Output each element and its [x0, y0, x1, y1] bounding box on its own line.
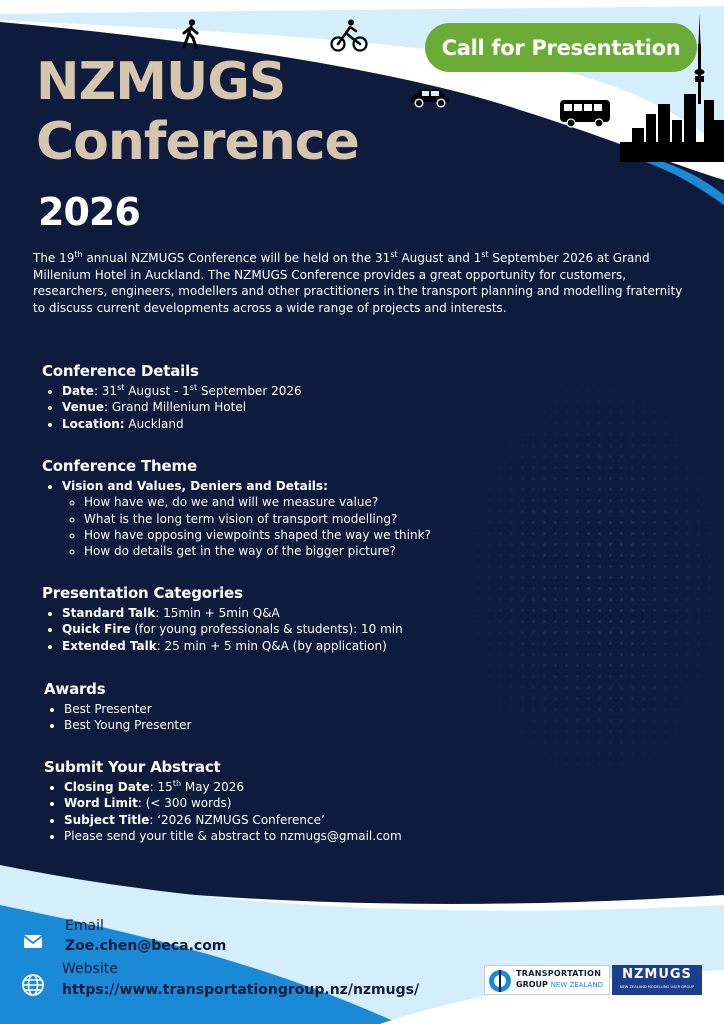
awards-section: [44, 680, 191, 734]
title-year: 2026: [38, 190, 140, 234]
detail-date: [62, 383, 302, 399]
email-label: Email: [65, 918, 104, 934]
category-standard: [62, 605, 403, 621]
email-icon-circle: [15, 924, 51, 960]
theme-main-label: Vision and Values, Deniers and Details:: [62, 479, 328, 493]
detail-label: Date: [62, 384, 94, 398]
awards-heading: Awards: [44, 680, 106, 698]
award-item: • Best Presenter: [64, 701, 191, 717]
category-extended: [62, 638, 403, 654]
intro-paragraph: [33, 250, 693, 316]
intro-sup: th: [74, 250, 83, 259]
category-label: Extended Talk: [62, 638, 157, 653]
submit-value: : (< 300 words): [137, 796, 232, 811]
pedestrian-icon: [181, 19, 201, 49]
submit-abstract-list: [44, 779, 402, 844]
presentation-categories-heading: Presentation Categories: [42, 584, 243, 602]
email-icon: [15, 924, 51, 960]
intro-text: September 2026 at Grand Millenium Hotel in Auckland. The NZMUGS Conference provides a great opportunity for customers, researchers, engineers, modellers and other practitioners in the transport planning and modelling fraternity to discuss current developments across a wide range of projects and interests.: [33, 251, 683, 315]
submit-value: : 15: [149, 780, 173, 794]
category-value: (for young professionals & students): 10 min: [130, 622, 403, 637]
website-label: Website: [62, 961, 118, 977]
tg-line2-wrap: [516, 980, 603, 989]
submit-abstract-heading: Submit Your Abstract: [44, 758, 221, 776]
contact-block: [0, 912, 500, 1024]
presentation-categories-section: [42, 584, 403, 654]
submit-sup: th: [172, 779, 182, 788]
tg-line3: NEW ZEALAND: [550, 981, 603, 989]
theme-question: ◦ What is the long term vision of transport modelling?: [84, 511, 431, 527]
bus-icon: [559, 99, 613, 129]
category-value: : 15min + 5min Q&A: [155, 606, 280, 620]
theme-question: ◦ How have opposing viewpoints shaped the way we think?: [84, 527, 431, 543]
submit-label: Subject Title: [64, 812, 150, 827]
title-line-1: NZMUGS: [36, 52, 286, 112]
submit-send: • Please send your title & abstract to nzmugs@gmail.com: [64, 828, 402, 844]
title-line-2: Conference: [36, 112, 359, 172]
nzmugs-logo-sub: NEW ZEALAND MODELLING USER GROUP: [619, 985, 695, 989]
page-title: [36, 52, 359, 172]
category-label: Quick Fire: [62, 622, 131, 637]
submit-label: Word Limit: [64, 796, 138, 811]
detail-sup: st: [189, 383, 198, 392]
website-icon-circle: [15, 967, 51, 1003]
tg-line2: GROUP: [516, 980, 548, 989]
submit-subject: [64, 812, 402, 828]
detail-location: [62, 416, 302, 432]
intro-sup: st: [390, 250, 398, 259]
conference-theme-list: [42, 478, 431, 559]
theme-questions: [62, 494, 431, 559]
awards-list: [44, 701, 191, 734]
detail-value: Auckland: [124, 416, 184, 431]
intro-text: annual NZMUGS Conference will be held on the 31: [82, 251, 391, 265]
website-link[interactable]: https://www.transportationgroup.nz/nzmugs/: [62, 982, 420, 998]
presentation-categories-list: [42, 605, 403, 654]
email-link[interactable]: Zoe.chen@beca.com: [65, 938, 227, 954]
call-for-presentation-button[interactable]: Call for Presentation: [425, 23, 697, 72]
conference-theme-section: [42, 457, 431, 559]
transportation-group-emblem-icon: [488, 969, 512, 993]
detail-value: September 2026: [197, 384, 302, 398]
detail-value: : 31: [93, 384, 118, 398]
nzmugs-logo: [612, 965, 702, 995]
category-quick: [62, 621, 403, 637]
category-value: : 25 min + 5 min Q&A (by application): [156, 638, 387, 653]
globe-icon: [15, 967, 51, 1003]
car-icon: [409, 88, 451, 108]
nzmugs-logo-name: NZMUGS: [622, 967, 692, 982]
conference-details-section: [42, 362, 302, 432]
theme-question: ◦ How do details get in the way of the bigger picture?: [84, 543, 431, 559]
conference-details-list: [42, 383, 302, 432]
detail-value: : Grand Millenium Hotel: [104, 400, 247, 415]
detail-sup: st: [117, 383, 125, 392]
theme-main: [62, 478, 431, 559]
submit-value: May 2026: [181, 780, 245, 794]
detail-label: Venue: [62, 400, 104, 415]
category-label: Standard Talk: [62, 606, 156, 620]
submit-value: : ‘2026 NZMUGS Conference’: [149, 812, 325, 827]
conference-details-heading: Conference Details: [42, 362, 199, 380]
theme-question: ◦ How have we, do we and will we measure value?: [84, 494, 431, 510]
intro-text: The 19: [33, 251, 75, 265]
detail-venue: [62, 399, 302, 415]
cyclist-icon: [330, 19, 368, 52]
submit-label: Closing Date: [64, 780, 150, 794]
conference-theme-heading: Conference Theme: [42, 457, 197, 475]
sponsor-logos: [484, 965, 702, 995]
transportation-group-logo: [484, 965, 610, 995]
intro-text: August and 1: [397, 251, 482, 265]
submit-closing: [64, 779, 402, 795]
submit-abstract-section: [44, 758, 402, 844]
detail-value: August - 1: [124, 384, 190, 398]
submit-word-limit: [64, 795, 402, 811]
intro-sup: st: [481, 250, 489, 259]
award-item: • Best Young Presenter: [64, 717, 191, 733]
detail-label: Location:: [62, 416, 125, 431]
tg-line1: TRANSPORTATION: [516, 969, 602, 978]
